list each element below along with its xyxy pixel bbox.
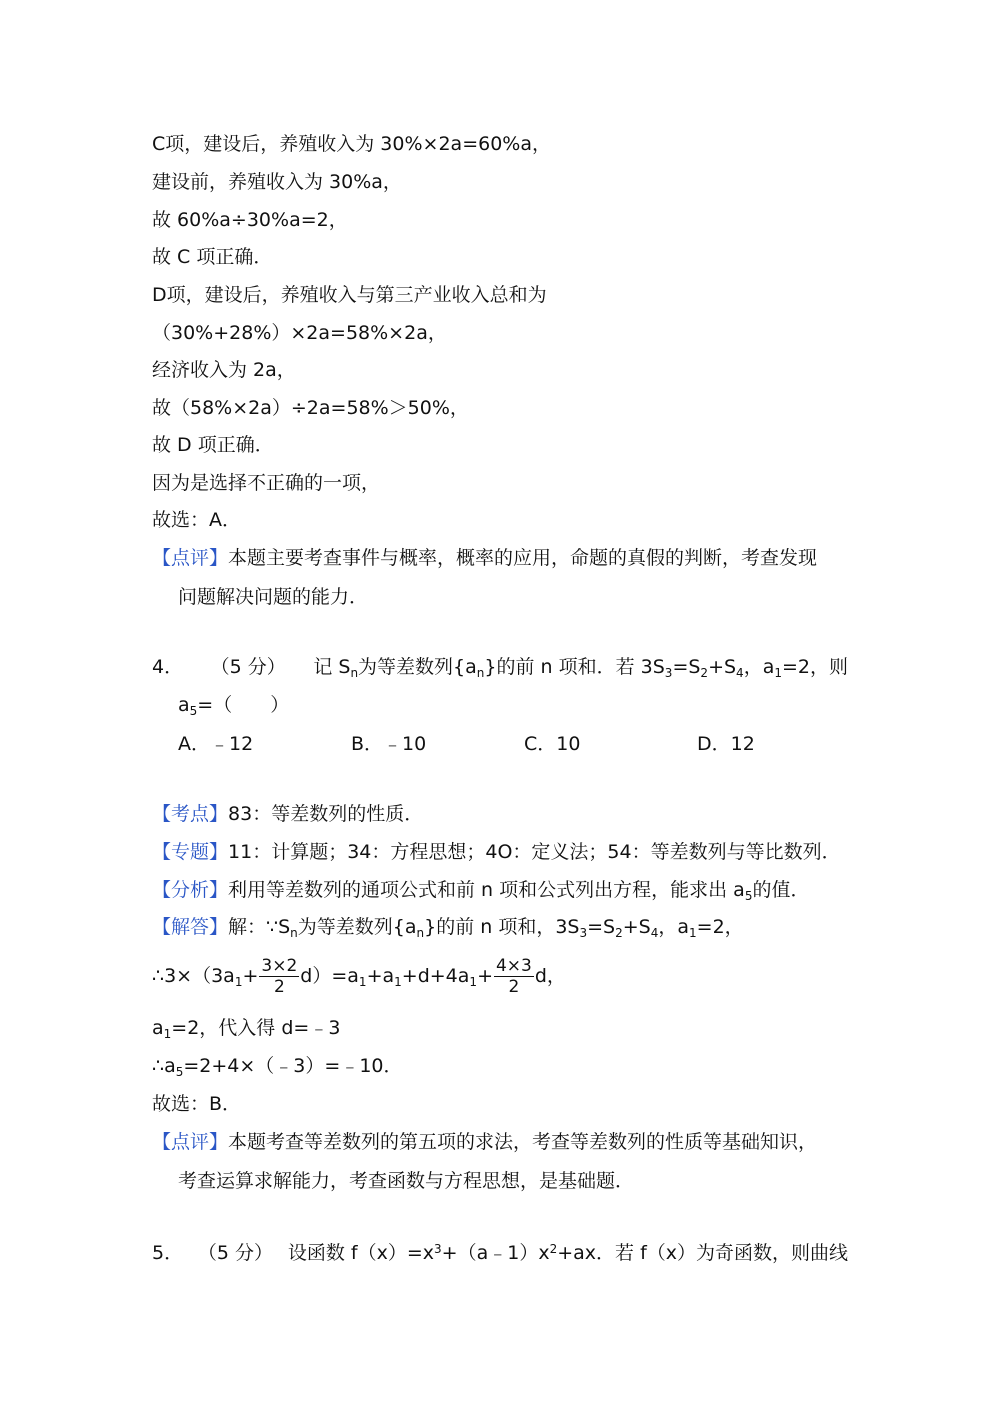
question-4-text: 记 $S_n$为等差数列$\{a_n\}$的前 n 项和．若 $3S_3=S_2+S_4$，$a_1=2$，则 (313, 656, 848, 680)
comment-q4: 【点评】本题考查等差数列的第五项的求法，考查等差数列的性质等基础知识， (152, 1131, 818, 1153)
comment-q3 (152, 545, 817, 571)
option-b[interactable]: B．﹣10 (351, 733, 427, 755)
comment-q4-cont: 考查运算求解能力，考查函数与方程思想，是基础题． (178, 1170, 635, 1192)
question-4 (152, 654, 848, 680)
analysis: 【分析】利用等差数列的通项公式和前 n 项和公式列出方程，能求出 $a_5$的值． (152, 879, 810, 903)
option-d[interactable]: D．12 (697, 733, 755, 755)
question-number: 5． (152, 1242, 184, 1264)
solution-tag: 【解答】 (152, 916, 229, 938)
answer-line-q4: 故选：B． (152, 1093, 242, 1115)
fraction-1: $\frac{3\times 2}{2}$ (261, 956, 298, 997)
question-score: （5 分） (197, 1242, 274, 1264)
answer-line-q3: 故选：A． (152, 509, 241, 531)
d-item-line-1: D项，建设后，养殖收入与第三产业收入总和为 (152, 284, 547, 306)
substitution-line: $a_1=2$，代入得 d=﹣3 (152, 1017, 341, 1041)
comment-tag: 【点评】 (152, 1131, 229, 1153)
option-a[interactable]: A．﹣12 (178, 733, 254, 755)
fraction-2: $\frac{4\times 3}{2}$ (495, 956, 532, 997)
question-5-text: 设函数 $f(x)=x^3+(a﹣1)x^2+ax$．若 f（x）为奇函数，则曲线 (287, 1242, 848, 1264)
knowledge-tag: 【考点】 (152, 803, 229, 825)
question-4-line-1 (152, 654, 848, 680)
knowledge-point: 【考点】83：等差数列的性质． (152, 803, 424, 825)
c-item-line-1: C项，建设后，养殖收入为 30%×2a=60%a， (152, 133, 551, 155)
question-score: （5 分） (210, 656, 286, 678)
c-item-line-4: 故 C 项正确． (152, 246, 273, 268)
question-4-options (178, 731, 870, 757)
comment-q3-cont: 问题解决问题的能力． (178, 586, 369, 608)
conclusion-line: 因为是选择不正确的一项， (152, 472, 381, 494)
comment-tag: 【点评】 (152, 547, 229, 569)
d-item-line-3: 经济收入为 2a， (152, 359, 296, 381)
question-number: 4． (152, 656, 184, 678)
question-4-line-2: $a_5=$（ ） (178, 694, 290, 718)
d-item-line-2: （30%+28%）×2a=58%×2a， (152, 322, 447, 344)
analysis-tag: 【分析】 (152, 879, 229, 901)
topic-tag: 【专题】 (152, 841, 229, 863)
solution-equation: $\therefore 3\times(3a_1+$ $\frac{3\times 2}{2}$ $d)=a_1+a_1+d+4a_1+$ $\frac{4\times 3}{2}$ d， (152, 956, 566, 997)
question-5 (152, 1240, 848, 1266)
option-c[interactable]: C．10 (524, 733, 581, 755)
result-line: $\therefore a_5=2+4\times(﹣3)=﹣10$． (152, 1055, 403, 1079)
question-5-line-1 (152, 1240, 848, 1266)
topic: 【专题】11：计算题；34：方程思想；4O：定义法；54：等差数列与等比数列． (152, 841, 841, 863)
comment-text: 本题主要考查事件与概率，概率的应用，命题的真假的判断，考查发现 (228, 547, 818, 569)
solution: 【解答】解：$\because S_n$为等差数列$\{a_n\}$的前 n 项和，$3S_3=S_2+S_4$，$a_1=2$， (152, 916, 744, 940)
c-item-line-2: 建设前，养殖收入为 30%a， (152, 171, 402, 193)
c-item-line-3: 故 60%a÷30%a=2， (152, 209, 348, 231)
d-item-line-5: 故 D 项正确． (152, 434, 274, 456)
d-item-line-4: 故（58%×2a）÷2a=58%＞50%， (152, 397, 469, 419)
